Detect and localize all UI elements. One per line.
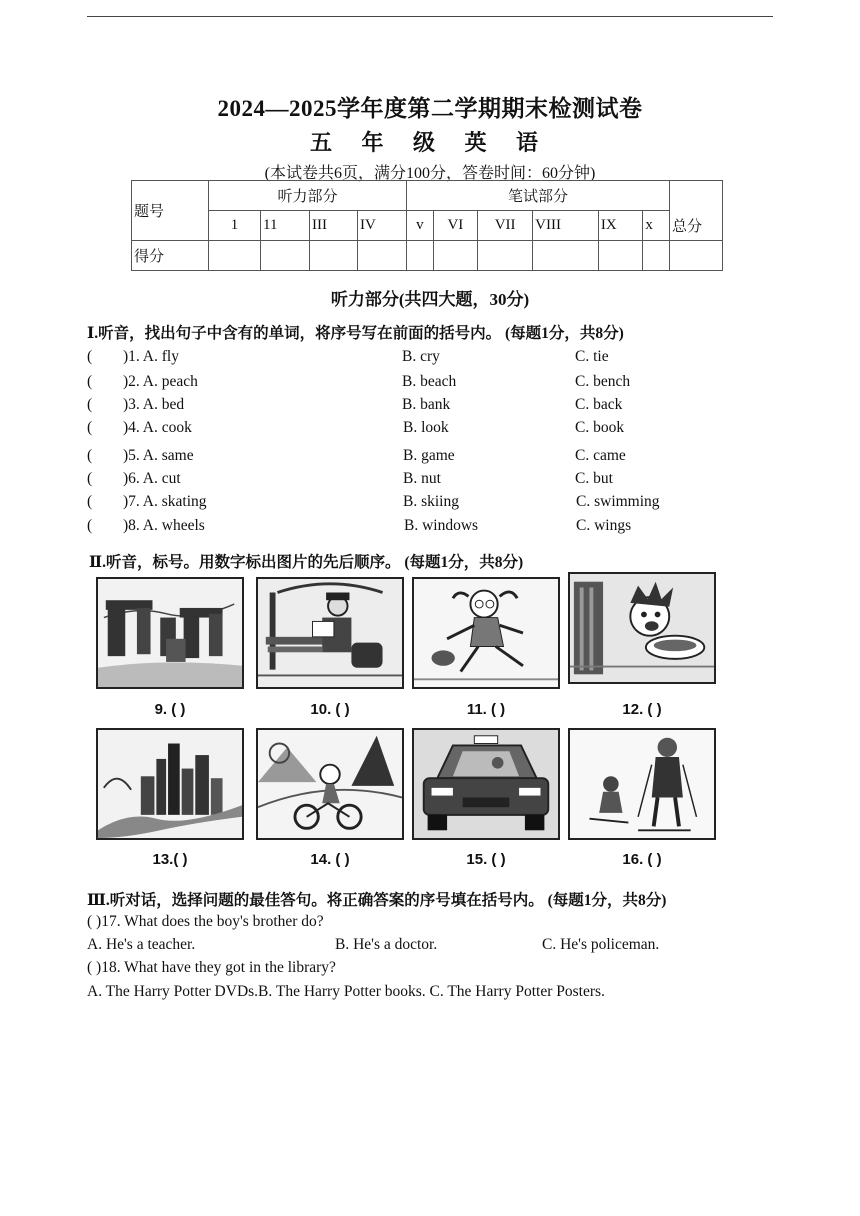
- list-item: [87, 517, 787, 537]
- option-a: )5. A. same: [123, 447, 194, 464]
- picture-boy-cycling: [256, 728, 404, 840]
- answer-paren[interactable]: (: [87, 373, 93, 390]
- score-cell[interactable]: [358, 241, 407, 271]
- listening-heading: 听力部分(共四大题，30分): [330, 290, 530, 309]
- picture-label-16[interactable]: 16. ( ): [622, 851, 662, 868]
- option-a: )4. A. cook: [123, 419, 192, 436]
- score-cell[interactable]: [598, 241, 642, 271]
- picture-label-10[interactable]: 10. ( ): [310, 701, 350, 718]
- picture-label-14[interactable]: 14. ( ): [310, 851, 350, 868]
- list-item: [87, 396, 787, 416]
- answer-paren[interactable]: (: [87, 493, 93, 510]
- option-c: C. back: [575, 396, 623, 413]
- option-c: C. tie: [575, 348, 609, 365]
- option-a: )2. A. peach: [123, 373, 198, 390]
- picture-reading-bench: [256, 577, 404, 689]
- score-table-listening: 听力部分: [209, 181, 407, 211]
- question-18: ( )18. What have they got in the library?: [87, 959, 336, 976]
- score-cell[interactable]: [310, 241, 358, 271]
- answer-paren[interactable]: (: [87, 470, 93, 487]
- score-cell[interactable]: [261, 241, 310, 271]
- score-col-1: 1: [209, 211, 261, 241]
- option-b: B. bank: [402, 396, 451, 413]
- score-col-7: VII: [478, 211, 533, 241]
- option-a: )3. A. bed: [123, 396, 185, 413]
- list-item: [87, 447, 787, 467]
- picture-label-12[interactable]: 12. ( ): [622, 701, 662, 718]
- option-c: C. came: [575, 447, 626, 464]
- page-subtitle: 五 年 级 英 语: [309, 130, 550, 155]
- score-table: [131, 180, 723, 271]
- score-col-4: IV: [358, 211, 407, 241]
- picture-label-11[interactable]: 11. ( ): [466, 701, 506, 718]
- section3-heading: Ⅲ.听对话，选择问题的最佳答句。将正确答案的序号填在括号内。 (每题1分，共8分): [87, 892, 667, 909]
- option-c: C. wings: [576, 517, 632, 534]
- answer-paren[interactable]: (: [87, 419, 93, 436]
- answer-paren[interactable]: (: [87, 517, 93, 534]
- picture-girl-running: [412, 577, 560, 689]
- score-cell-total[interactable]: [670, 241, 723, 271]
- score-cell[interactable]: [209, 241, 261, 271]
- list-item: [87, 493, 787, 513]
- option-a: A. He's a teacher.: [87, 936, 196, 953]
- score-cell[interactable]: [407, 241, 434, 271]
- score-cell[interactable]: [478, 241, 533, 271]
- option-b: B. beach: [402, 373, 457, 390]
- score-col-3: III: [310, 211, 358, 241]
- option-c: C. swimming: [576, 493, 660, 510]
- question-17: ( )17. What does the boy's brother do?: [87, 913, 324, 930]
- exam-note: (本试卷共6页，满分100分，答卷时间：60分钟): [264, 165, 596, 182]
- option-b: B. skiing: [403, 493, 459, 510]
- score-col-5: v: [407, 211, 434, 241]
- answer-paren[interactable]: (: [87, 396, 93, 413]
- option-c: C. but: [575, 470, 613, 487]
- option-c: C. book: [575, 419, 625, 436]
- page-title: 2024—2025学年度第二学期期末检测试卷: [217, 96, 643, 121]
- list-item: [87, 348, 787, 368]
- picture-city-river: [96, 728, 244, 840]
- list-item: [87, 419, 787, 439]
- top-rule: [87, 16, 773, 17]
- picture-label-13[interactable]: 13.( ): [152, 851, 188, 868]
- option-a: )6. A. cut: [123, 470, 181, 487]
- picture-skiing: [568, 728, 716, 840]
- score-col-6: VI: [433, 211, 477, 241]
- option-b: B. He's a doctor.: [335, 936, 438, 953]
- option-a: )1. A. fly: [123, 348, 179, 365]
- list-item: [87, 373, 787, 393]
- option-b: B. windows: [404, 517, 479, 534]
- option-b: B. nut: [403, 470, 441, 487]
- picture-taxi: [412, 728, 560, 840]
- answer-paren[interactable]: (: [87, 447, 93, 464]
- picture-boy-eating: [568, 572, 716, 684]
- score-col-2: 11: [261, 211, 310, 241]
- score-cell[interactable]: [433, 241, 477, 271]
- score-col-8: VIII: [533, 211, 599, 241]
- score-col-9: IX: [598, 211, 642, 241]
- score-table-label-tihao: 题号: [132, 181, 209, 241]
- score-table-total: 总分: [670, 181, 723, 241]
- section1-heading: Ⅰ.听音，找出句子中含有的单词，将序号写在前面的括号内。 (每题1分，共8分): [87, 325, 624, 342]
- answer-paren[interactable]: (: [87, 348, 93, 365]
- picture-stonehenge: [96, 577, 244, 689]
- option-c: C. bench: [575, 373, 631, 390]
- option-a: )7. A. skating: [123, 493, 207, 510]
- section2-heading: Ⅱ.听音，标号。用数字标出图片的先后顺序。 (每题1分，共8分): [89, 554, 524, 571]
- question-18-options: A. The Harry Potter DVDs.B. The Harry Potter books. C. The Harry Potter Posters.: [87, 983, 605, 1000]
- option-c: C. He's policeman.: [542, 936, 660, 953]
- picture-label-9[interactable]: 9. ( ): [154, 701, 186, 718]
- list-item: [87, 470, 787, 490]
- option-b: B. look: [403, 419, 449, 436]
- score-col-10: x: [643, 211, 670, 241]
- picture-label-15[interactable]: 15. ( ): [466, 851, 506, 868]
- option-b: B. cry: [402, 348, 440, 365]
- option-a: )8. A. wheels: [123, 517, 205, 534]
- score-cell[interactable]: [533, 241, 599, 271]
- score-table-label-defen: 得分: [132, 241, 209, 271]
- score-cell[interactable]: [643, 241, 670, 271]
- score-table-written: 笔试部分: [407, 181, 670, 211]
- option-b: B. game: [403, 447, 455, 464]
